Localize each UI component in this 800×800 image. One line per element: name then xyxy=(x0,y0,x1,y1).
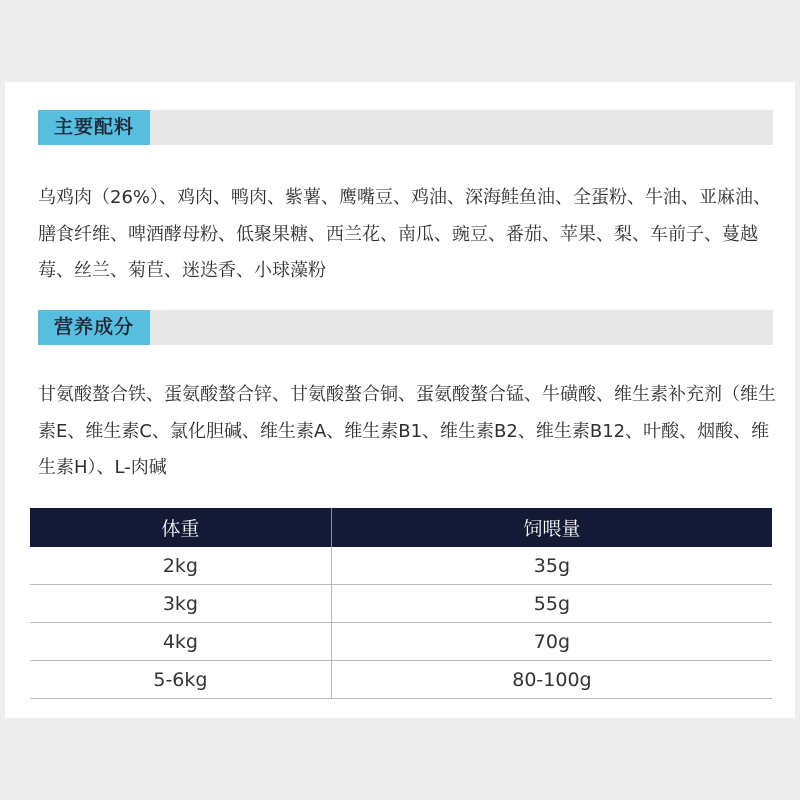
table-row xyxy=(30,623,772,661)
weight-cell: 2kg xyxy=(30,547,331,585)
feeding-amount-cell: 55g xyxy=(331,585,772,623)
table-row xyxy=(30,585,772,623)
nutrition-section-header xyxy=(38,310,773,345)
feeding-amount-cell: 35g xyxy=(331,547,772,585)
weight-cell: 4kg xyxy=(30,623,331,661)
content-card xyxy=(5,82,795,718)
nutrition-title: 营养成分 xyxy=(38,310,150,345)
feeding-amount-cell: 80-100g xyxy=(331,661,772,699)
column-header-weight: 体重 xyxy=(30,508,331,547)
ingredients-section-header xyxy=(38,110,773,145)
feeding-amount-cell: 70g xyxy=(331,623,772,661)
ingredients-title: 主要配料 xyxy=(38,110,150,145)
feeding-table-header-row xyxy=(30,508,772,547)
column-header-feeding-amount: 饲喂量 xyxy=(331,508,772,547)
table-row xyxy=(30,661,772,699)
weight-cell: 5-6kg xyxy=(30,661,331,699)
ingredients-text: 乌鸡肉（26%）、鸡肉、鸭肉、紫薯、鹰嘴豆、鸡油、深海鲑鱼油、全蛋粉、牛油、亚麻油、膳食纤维、啤酒酵母粉、低聚果糖、西兰花、南瓜、豌豆、番茄、苹果、梨、车前子、蔓越莓、丝兰、菊苣、迷迭香、小球藻粉 xyxy=(38,187,772,281)
table-row xyxy=(30,547,772,585)
weight-cell: 3kg xyxy=(30,585,331,623)
nutrition-text: 甘氨酸螯合铁、蛋氨酸螯合锌、甘氨酸螯合铜、蛋氨酸螯合锰、牛磺酸、维生素补充剂（维生素E、维生素C、氯化胆碱、维生素A、维生素B1、维生素B2、维生素B12、叶酸、烟酸、维生素H）、L-肉碱 xyxy=(38,384,776,478)
feeding-table xyxy=(30,508,772,699)
